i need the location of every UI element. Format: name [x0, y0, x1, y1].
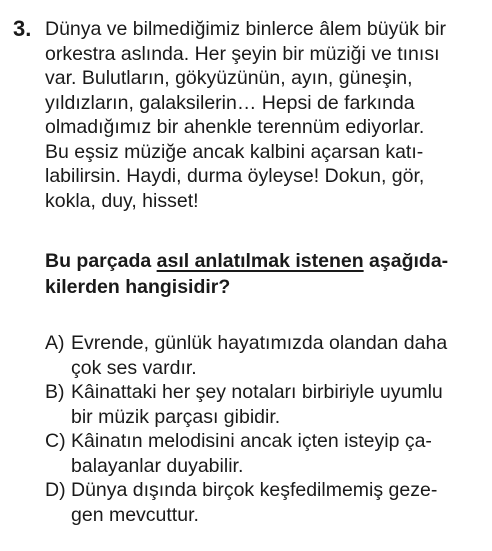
stem-before: Bu parçada [45, 250, 157, 272]
option-text: Kâinattaki her şey notaları birbiriyle uyumlu [71, 381, 443, 403]
passage-line: labilirsin. Haydi, durma öyleyse! Dokun, gör, [45, 165, 425, 187]
option-c[interactable] [45, 429, 485, 478]
option-a[interactable] [45, 331, 485, 380]
stem-line-2: kilerden hangisidir? [45, 276, 231, 298]
option-a-line-2: çok ses vardır. [71, 356, 197, 379]
option-text: Evrende, günlük hayatımızda olandan daha [71, 332, 448, 354]
passage-line: var. Bulutların, gökyüzünün, ayın, güneşin, [45, 67, 413, 89]
option-d-line-1 [45, 478, 485, 503]
option-text: Dünya dışında birçok keşfedilmemiş geze- [71, 479, 438, 501]
option-letter: A) [45, 332, 65, 354]
option-a-line-1 [45, 331, 485, 356]
option-d-line-2: gen mevcuttur. [71, 503, 199, 526]
passage-line: Bu eşsiz müziğe ancak kalbini açarsan katı- [45, 140, 424, 163]
option-b-line-1 [45, 380, 485, 405]
option-text: Kâinatın melodisini ancak içten isteyip ça- [71, 430, 432, 452]
answer-options [45, 331, 485, 527]
passage-line: olmadığımız bir ahenkle terennüm ediyorlar. [45, 116, 425, 138]
option-letter: B) [45, 381, 65, 403]
stem-line-1 [45, 248, 485, 274]
stem-underlined: asıl anlatılmak istenen [156, 250, 364, 272]
passage-line: kokla, duy, hisset! [45, 189, 199, 212]
stem-after: aşağıda- [363, 250, 449, 272]
passage-line: yıldızların, galaksilerin… Hepsi de farkında [45, 91, 415, 114]
option-c-line-2: balayanlar duyabilir. [71, 454, 244, 477]
passage [45, 17, 485, 213]
option-c-line-1 [45, 429, 485, 454]
question-number: 3. [13, 16, 32, 41]
option-b[interactable] [45, 380, 485, 429]
option-letter: C) [45, 430, 66, 452]
passage-line: Dünya ve bilmediğimiz binlerce âlem büyük bir [45, 18, 447, 40]
question-stem [45, 248, 485, 300]
option-letter: D) [45, 479, 66, 501]
passage-line: orkestra aslında. Her şeyin bir müziği ve tınısı [45, 42, 440, 65]
option-d[interactable] [45, 478, 485, 527]
option-b-line-2: bir müzik parçası gibidir. [71, 405, 281, 428]
